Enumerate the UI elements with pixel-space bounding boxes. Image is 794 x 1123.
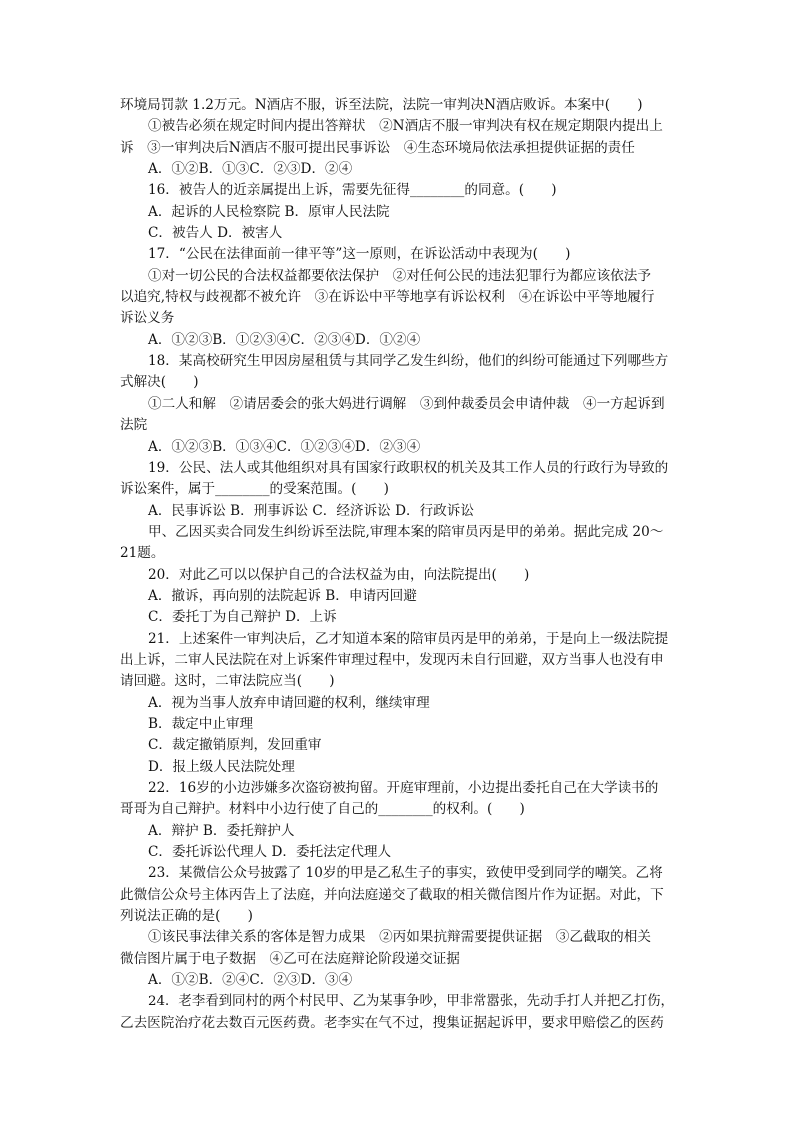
text-line: 哥哥为自己辩护。材料中小边行使了自己的________的权利。( ) xyxy=(120,801,525,818)
text-line: C．委托丁为自己辩护 D．上诉 xyxy=(148,609,337,626)
text-line: 法院 xyxy=(120,417,148,434)
text-line: 环境局罚款 1.2万元。N酒店不服，诉至法院，法院一审判决N酒店败诉。本案中( ) xyxy=(120,97,643,113)
text-line: 诉讼义务 xyxy=(120,310,175,327)
text-line: ①被告必须在规定时间内提出答辩状 ②N酒店不服一审判决有权在规定期限内提出上 xyxy=(148,118,663,135)
text-line: A．①②B．①③C．②③D．②④ xyxy=(148,161,353,178)
text-line: C．裁定撤销原判，发回重审 xyxy=(148,737,322,754)
text-line: 22．16岁的小边涉嫌多次盗窃被拘留。开庭审理前，小边提出委托自己在大学读书的 xyxy=(148,780,659,796)
text-line: 甲、乙因买卖合同发生纠纷诉至法院,审理本案的陪审员丙是甲的弟弟。据此完成 20～ xyxy=(148,523,664,540)
text-line: A．辩护 B．委托辩护人 xyxy=(148,822,295,839)
text-line: A．撤诉，再向别的法院起诉 B．申请丙回避 xyxy=(148,587,417,604)
text-line: C．委托诉讼代理人 D．委托法定代理人 xyxy=(148,844,392,861)
text-line: 乙去医院治疗花去数百元医药费。老李实在气不过，搜集证据起诉甲，要求甲赔偿乙的医药 xyxy=(120,1014,664,1031)
text-line: 出上诉，二审人民法院在对上诉案件审理过程中，发现丙未自行回避，双方当事人也没有申 xyxy=(120,651,664,668)
text-line: A．①②③B．①③④C．①②③④D．②③④ xyxy=(148,438,421,455)
text-line: 18．某高校研究生甲因房屋租赁与其同学乙发生纠纷，他们的纠纷可能通过下列哪些方 xyxy=(148,353,669,370)
text-line: 23．某微信公众号披露了 10岁的甲是乙私生子的事实，致使甲受到同学的嘲笑。乙将 xyxy=(148,865,663,882)
text-line: A．①②③B．①②③④C．②③④D．①②④ xyxy=(148,331,421,348)
text-line: 16．被告人的近亲属提出上诉，需要先征得________的同意。( ) xyxy=(148,182,557,199)
text-line: 19．公民、法人或其他组织对具有国家行政职权的机关及其工作人员的行政行为导致的 xyxy=(148,459,669,476)
text-line: 21．上述案件一审判决后，乙才知道本案的陪审员丙是甲的弟弟，于是向上一级法院提 xyxy=(148,630,669,647)
text-line: D．报上级人民法院处理 xyxy=(148,758,295,775)
text-line: 式解决( ) xyxy=(120,374,199,391)
text-line: B．裁定中止审理 xyxy=(148,715,254,732)
exam-text-body xyxy=(120,95,678,1034)
text-line: 诉讼案件，属于________的受案范围。( ) xyxy=(120,481,389,498)
text-line: 诉 ③一审判决后N酒店不服可提出民事诉讼 ④生态环境局依法承担提供证据的责任 xyxy=(120,139,635,156)
text-line: A．起诉的人民检察院 B．原审人民法院 xyxy=(148,203,390,220)
text-line: 以追究,特权与歧视都不被允许 ③在诉讼中平等地享有诉讼权利 ④在诉讼中平等地履行 xyxy=(120,289,655,306)
text-line: 21题。 xyxy=(120,545,165,562)
text-line: C．被告人 D．被害人 xyxy=(148,225,283,242)
text-line: A．①②B．②④C．②③D．③④ xyxy=(148,972,353,989)
text-line: ①该民事法律关系的客体是智力成果 ②丙如果抗辩需要提供证据 ③乙截取的相关 xyxy=(148,929,651,946)
text-line: 此微信公众号主体丙告上了法庭，并向法庭递交了截取的相关微信图片作为证据。对此，下 xyxy=(120,886,664,903)
text-line: ①对一切公民的合法权益都要依法保护 ②对任何公民的违法犯罪行为都应该依法予 xyxy=(148,267,651,284)
text-line: 20．对此乙可以以保护自己的合法权益为由，向法院提出( ) xyxy=(148,566,530,583)
text-line: 24．老李看到同村的两个村民甲、乙为某事争吵，甲非常嚣张，先动手打人并把乙打伤， xyxy=(148,994,674,1010)
text-line: 请回避。这时，二审法院应当( ) xyxy=(120,673,335,690)
text-line: A．民事诉讼 B．刑事诉讼 C．经济诉讼 D．行政诉讼 xyxy=(148,502,474,519)
text-line: 列说法正确的是( ) xyxy=(120,908,253,925)
text-line: 17．“公民在法律面前一律平等”这一原则，在诉讼活动中表现为( ) xyxy=(148,246,571,263)
text-line: A．视为当事人放弃申请回避的权利，继续审理 xyxy=(148,694,430,711)
text-line: ①二人和解 ②请居委会的张大妈进行调解 ③到仲裁委员会申请仲裁 ④一方起诉到 xyxy=(148,395,665,412)
text-line: 微信图片属于电子数据 ④乙可在法庭辩论阶段递交证据 xyxy=(120,950,460,967)
